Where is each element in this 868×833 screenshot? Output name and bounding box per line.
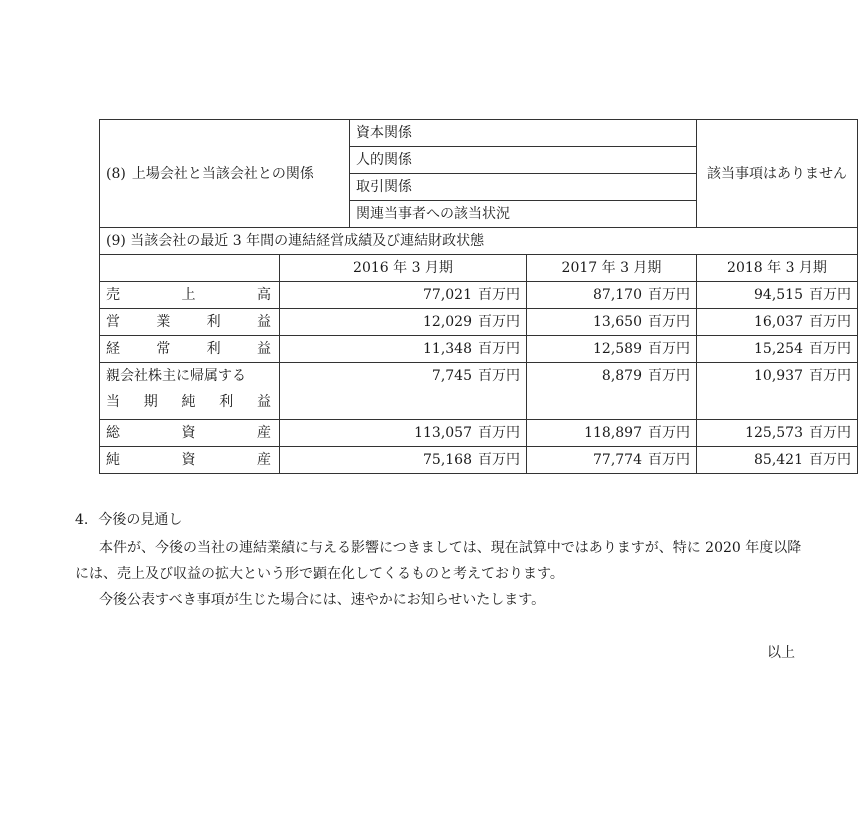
label-char: 業 [156, 314, 171, 330]
table-row [100, 420, 858, 447]
unit: 百万円 [648, 341, 690, 357]
unit: 百万円 [478, 314, 520, 330]
outlook-heading [75, 507, 182, 533]
value: 12,589 [593, 341, 642, 357]
table-row [100, 309, 858, 336]
label-char: 資 [181, 425, 196, 441]
value-cell [697, 309, 858, 336]
value-cell [697, 336, 858, 363]
relationship-item: 資本関係 [350, 120, 697, 147]
row-label [100, 363, 280, 420]
relationship-row [100, 120, 858, 147]
year-header-row [100, 255, 858, 282]
value-cell [527, 420, 697, 447]
label-char: 営 [106, 314, 120, 330]
value: 11,348 [423, 341, 472, 357]
label-char: 上 [181, 287, 196, 303]
value-cell [527, 336, 697, 363]
label-char: 常 [156, 341, 171, 357]
financials-number: (9) [106, 233, 126, 249]
value-cell [697, 447, 858, 474]
value-cell [697, 363, 858, 420]
value: 113,057 [414, 425, 472, 441]
value-cell [280, 420, 527, 447]
label-char: 産 [257, 452, 271, 468]
label-char: 利 [206, 314, 221, 330]
value: 75,168 [423, 452, 472, 468]
table-row [100, 363, 858, 420]
value: 12,029 [423, 314, 472, 330]
value-cell [527, 363, 697, 420]
value: 16,037 [754, 314, 803, 330]
value: 10,937 [754, 368, 803, 384]
unit: 百万円 [478, 287, 520, 303]
value: 77,774 [593, 452, 642, 468]
label-char: 期 [143, 394, 158, 410]
label-char: 利 [206, 341, 221, 357]
value-cell [527, 282, 697, 309]
row-label [100, 282, 280, 309]
label-line: 親会社株主に帰属する [106, 368, 246, 384]
row-label [100, 336, 280, 363]
unit: 百万円 [478, 425, 520, 441]
value-cell [280, 336, 527, 363]
financials-title: 当該会社の最近 3 年間の連結経営成績及び連結財政状態 [130, 233, 485, 249]
label-char: 高 [257, 287, 271, 303]
label-char: 産 [257, 425, 271, 441]
label-char: 売 [106, 287, 120, 303]
outlook-section [75, 507, 182, 533]
financials-title-cell [100, 228, 858, 255]
empty-header-cell [100, 255, 280, 282]
value-cell [280, 447, 527, 474]
year-header: 2017 年 3 月期 [527, 255, 697, 282]
relationship-item: 取引関係 [350, 174, 697, 201]
unit: 百万円 [809, 425, 851, 441]
value-cell [697, 282, 858, 309]
relationship-item: 関連当事者への該当状況 [350, 201, 697, 228]
label-char: 資 [181, 452, 196, 468]
value: 13,650 [593, 314, 642, 330]
value: 7,745 [431, 368, 472, 384]
closing-mark: 以上 [767, 645, 795, 661]
outlook-title: 今後の見通し [98, 512, 183, 528]
unit: 百万円 [648, 287, 690, 303]
company-info-table [99, 119, 858, 474]
value: 87,170 [593, 287, 642, 303]
year-header: 2016 年 3 月期 [280, 255, 527, 282]
value: 77,021 [423, 287, 472, 303]
unit: 百万円 [809, 341, 851, 357]
relationship-number: (8) [106, 165, 126, 182]
unit: 百万円 [648, 314, 690, 330]
financials-title-row [100, 228, 858, 255]
value: 125,573 [745, 425, 803, 441]
label-char: 益 [256, 314, 271, 330]
value: 118,897 [584, 425, 642, 441]
row-label [100, 420, 280, 447]
value-cell [280, 309, 527, 336]
label-char: 純 [181, 394, 196, 410]
value: 15,254 [754, 341, 803, 357]
unit: 百万円 [478, 341, 520, 357]
label-char: 総 [106, 425, 120, 441]
label-char: 益 [256, 341, 271, 357]
table-row [100, 336, 858, 363]
row-label [100, 447, 280, 474]
unit: 百万円 [478, 368, 520, 384]
label-char: 益 [257, 394, 271, 410]
relationship-item: 人的関係 [350, 147, 697, 174]
unit: 百万円 [648, 425, 690, 441]
value: 8,879 [601, 368, 642, 384]
outlook-number: 4. [75, 512, 89, 528]
unit: 百万円 [478, 452, 520, 468]
label-char: 純 [106, 452, 120, 468]
unit: 百万円 [809, 287, 851, 303]
value-cell [280, 282, 527, 309]
unit: 百万円 [809, 452, 851, 468]
outlook-paragraph: 本件が、今後の当社の連結業績に与える影響につきましては、現在試算中ではありますが、特に 2020 年度以降には、売上及び収益の拡大という形で顕在化してくるものと考えております。 [75, 540, 802, 582]
unit: 百万円 [648, 452, 690, 468]
relationship-value: 該当事項はありません [697, 120, 858, 228]
label-char: 当 [106, 394, 120, 410]
unit: 百万円 [809, 368, 851, 384]
value: 94,515 [754, 287, 803, 303]
year-header: 2018 年 3 月期 [697, 255, 858, 282]
relationship-label: 上場会社と当該会社との関係 [131, 165, 314, 182]
table-row [100, 282, 858, 309]
unit: 百万円 [648, 368, 690, 384]
row-label [100, 309, 280, 336]
outlook-paragraph: 今後公表すべき事項が生じた場合には、速やかにお知らせいたします。 [99, 592, 546, 608]
value-cell [280, 363, 527, 420]
value-cell [527, 309, 697, 336]
relationship-label-cell [100, 120, 350, 228]
label-char: 経 [106, 341, 120, 357]
value-cell [697, 420, 858, 447]
label-char: 利 [219, 394, 234, 410]
value: 85,421 [754, 452, 803, 468]
value-cell [527, 447, 697, 474]
table-row [100, 447, 858, 474]
unit: 百万円 [809, 314, 851, 330]
